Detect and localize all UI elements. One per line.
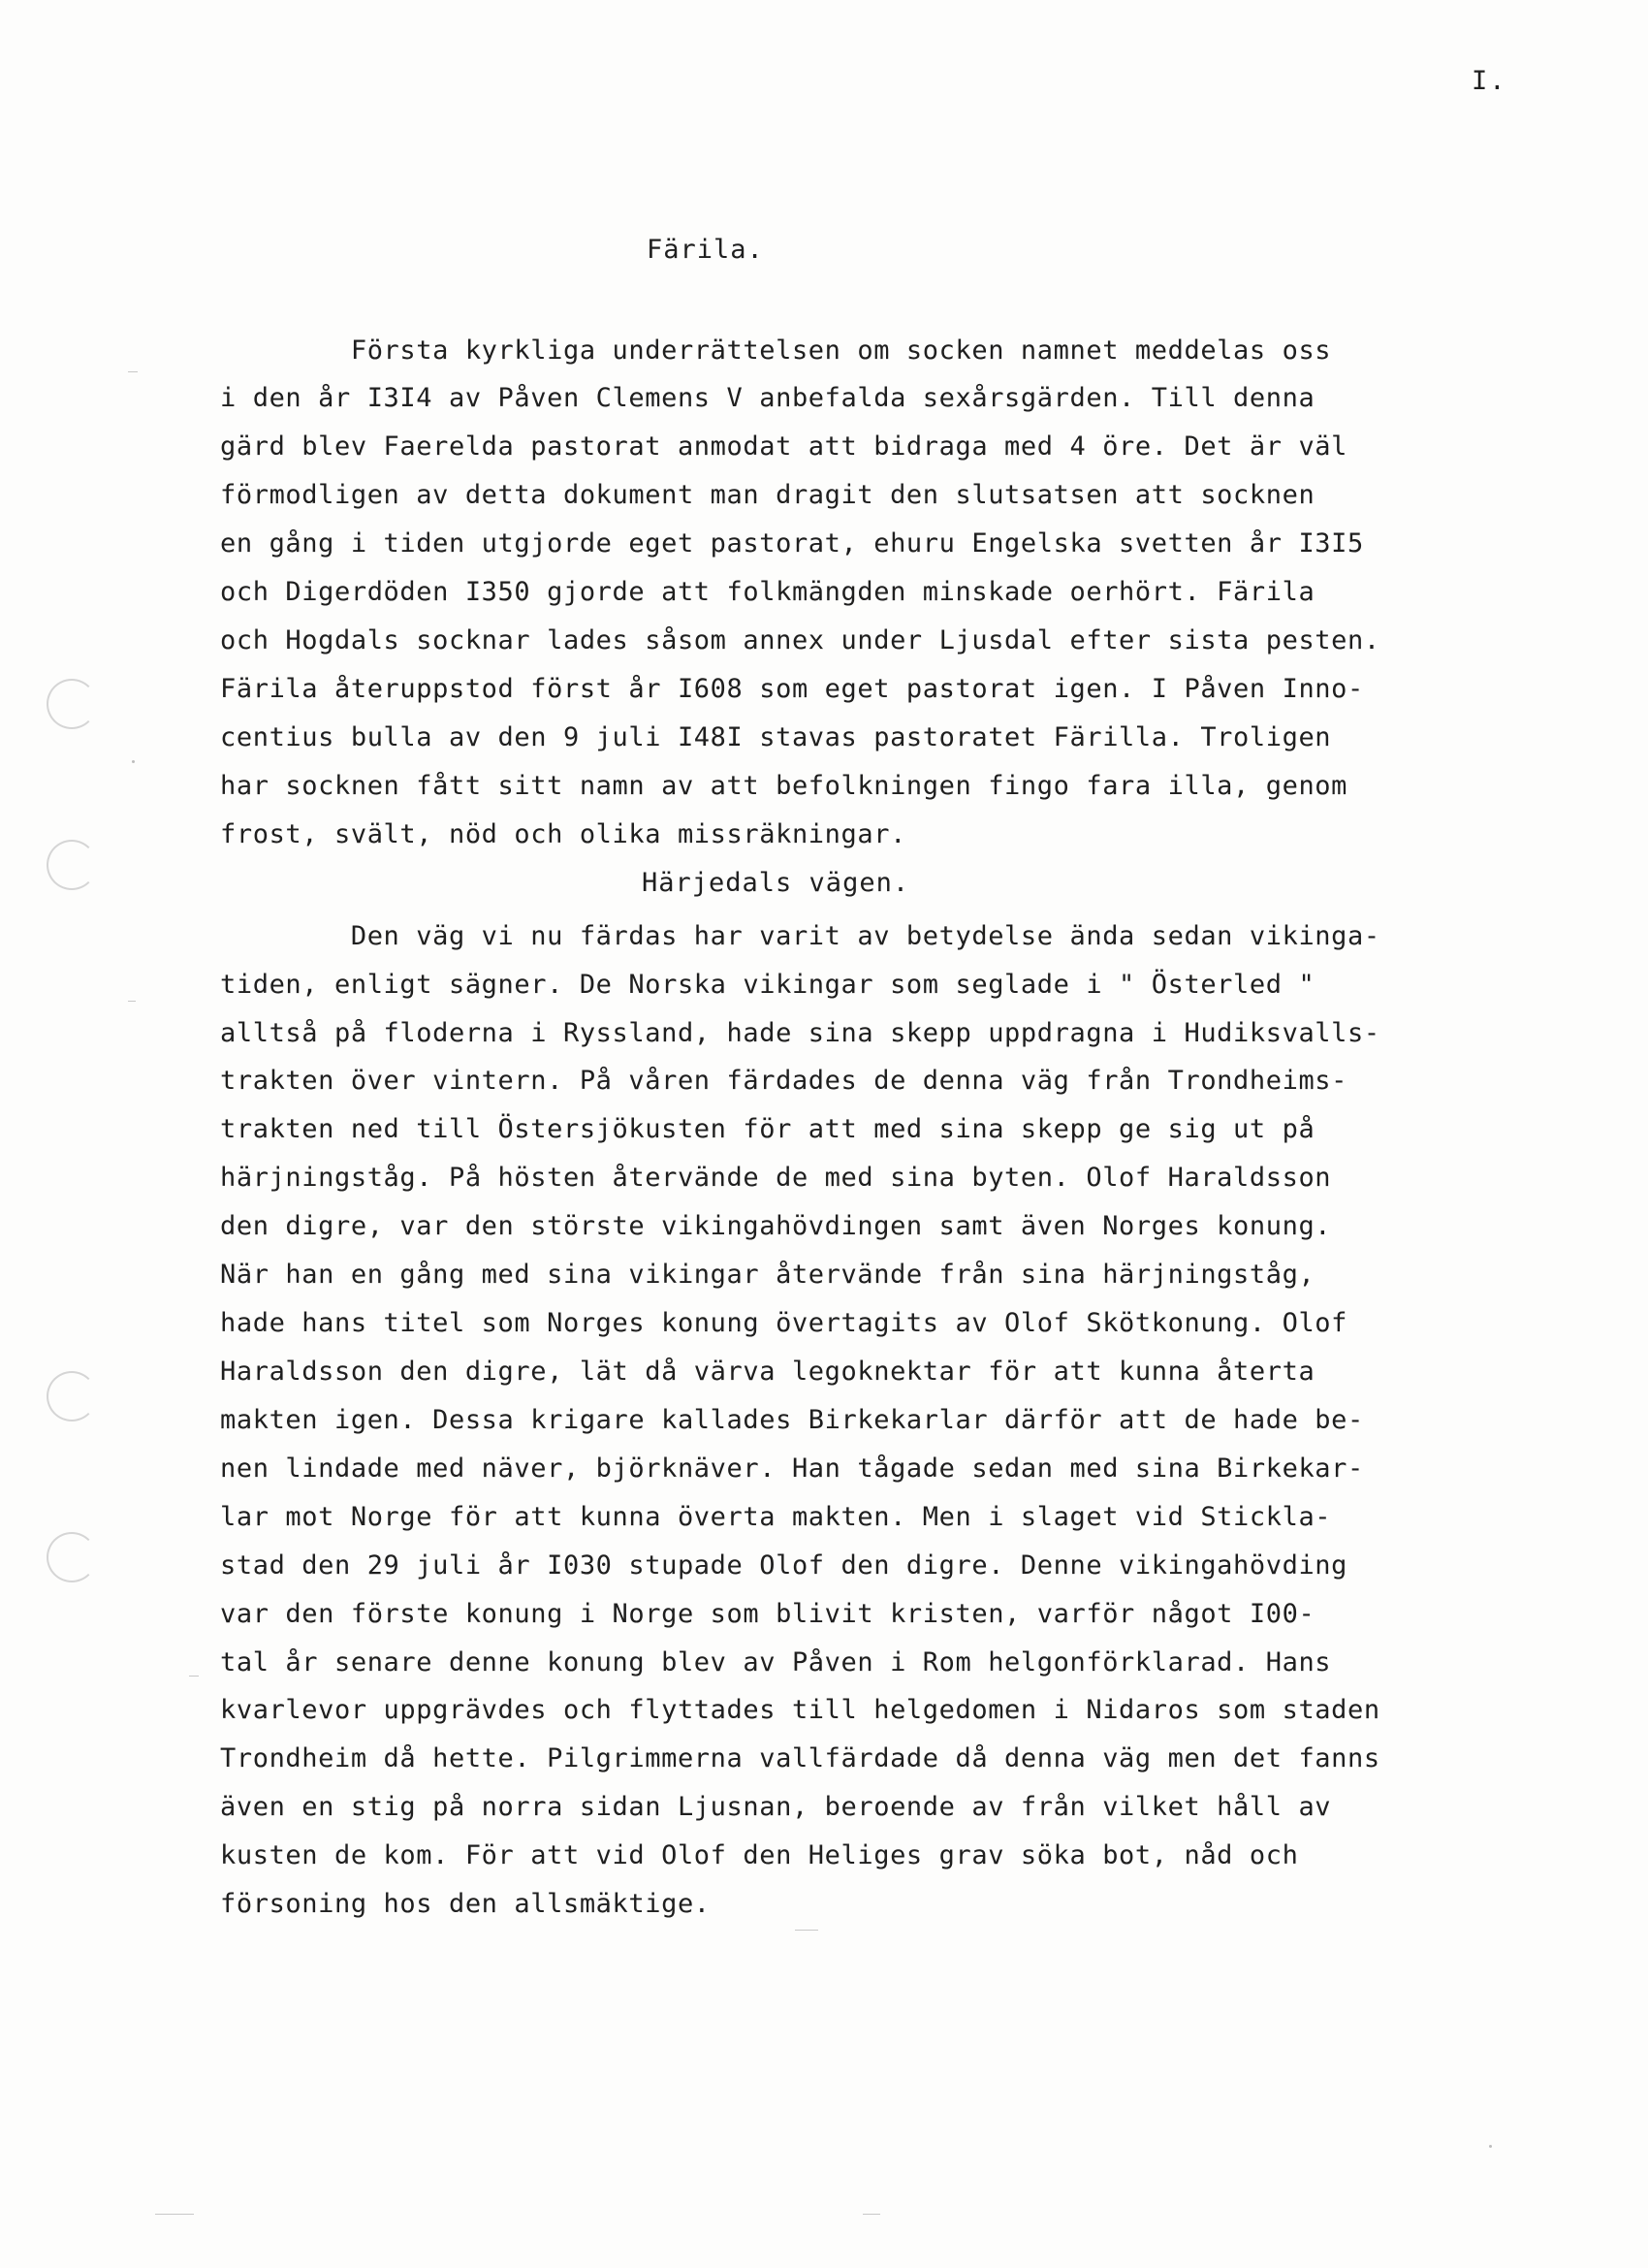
text-line: kvarlevor uppgrävdes och flyttades till helgedomen i Nidaros som staden	[220, 1695, 1380, 1725]
section-title: Härjedals vägen.	[642, 868, 910, 898]
punch-hole	[47, 840, 97, 890]
text-line: makten igen. Dessa krigare kallades Birkekarlar därför att de hade be-	[220, 1405, 1364, 1435]
text-line: frost, svält, nöd och olika missräkningar.	[220, 819, 906, 849]
scan-dot	[132, 760, 135, 763]
text-line: När han en gång med sina vikingar återvände från sina härjningståg,	[220, 1260, 1315, 1290]
text-line: hade hans titel som Norges konung övertagits av Olof Skötkonung. Olof	[220, 1308, 1348, 1338]
scan-mark	[795, 1930, 818, 1931]
text-line: förmodligen av detta dokument man dragit den slutsatsen att socknen	[220, 480, 1315, 510]
page-title: Färila.	[647, 235, 764, 265]
text-line: nen lindade med näver, björknäver. Han tågade sedan med sina Birkekar-	[220, 1453, 1364, 1484]
scan-mark	[155, 2214, 194, 2215]
text-line: trakten ned till Östersjökusten för att med sina skepp ge sig ut på	[220, 1114, 1315, 1144]
scan-mark	[128, 1001, 136, 1002]
text-line: stad den 29 juli år I030 stupade Olof den digre. Denne vikingahövding	[220, 1550, 1348, 1581]
text-line: härjningståg. På hösten återvände de med sina byten. Olof Haraldsson	[220, 1163, 1332, 1193]
scan-mark	[128, 371, 138, 372]
text-line: var den förste konung i Norge som blivit kristen, varför något I00-	[220, 1599, 1315, 1629]
text-line: alltså på floderna i Ryssland, hade sina skepp uppdragna i Hudiksvalls-	[220, 1018, 1380, 1048]
text-line: Haraldsson den digre, lät då värva legoknektar för att kunna återta	[220, 1357, 1315, 1387]
text-line: en gång i tiden utgjorde eget pastorat, ehuru Engelska svetten år I3I5	[220, 528, 1364, 559]
punch-hole	[47, 1371, 97, 1421]
text-line: den digre, var den störste vikingahövdingen samt även Norges konung.	[220, 1211, 1332, 1241]
scan-mark	[863, 2214, 880, 2215]
text-line: försoning hos den allsmäktige.	[220, 1889, 711, 1919]
text-line: tal år senare denne konung blev av Påven i Rom helgonförklarad. Hans	[220, 1647, 1332, 1677]
text-line: Färila återuppstod först år I608 som eget pastorat igen. I Påven Inno-	[220, 674, 1364, 704]
text-line: och Digerdöden I350 gjorde att folkmängden minskade oerhört. Färila	[220, 577, 1315, 607]
text-line: lar mot Norge för att kunna överta makten. Men i slaget vid Stickla-	[220, 1502, 1332, 1532]
text-line: Trondheim då hette. Pilgrimmerna vallfärdade då denna väg men det fanns	[220, 1743, 1380, 1773]
text-line: centius bulla av den 9 juli I48I stavas pastoratet Färilla. Troligen	[220, 722, 1332, 752]
punch-hole	[47, 1532, 97, 1582]
page-number: I.	[1472, 66, 1507, 96]
scan-mark	[189, 1676, 199, 1677]
text-line: tiden, enligt sägner. De Norska vikingar som seglade i " Österled "	[220, 970, 1315, 1000]
text-line: och Hogdals socknar lades såsom annex under Ljusdal efter sista pesten.	[220, 625, 1380, 655]
text-line: Den väg vi nu färdas har varit av betydelse ända sedan vikinga-	[220, 921, 1380, 951]
text-line: gärd blev Faerelda pastorat anmodat att bidraga med 4 öre. Det är väl	[220, 431, 1348, 462]
text-line: även en stig på norra sidan Ljusnan, beroende av från vilket håll av	[220, 1792, 1332, 1822]
text-line: kusten de kom. För att vid Olof den Heliges grav söka bot, nåd och	[220, 1840, 1299, 1870]
text-line: i den år I3I4 av Påven Clemens V anbefalda sexårsgärden. Till denna	[220, 383, 1315, 413]
scan-dot	[1489, 2145, 1492, 2148]
text-line: Första kyrkliga underrättelsen om socken namnet meddelas oss	[220, 335, 1332, 366]
punch-hole	[47, 679, 97, 729]
text-line: har socknen fått sitt namn av att befolkningen fingo fara illa, genom	[220, 771, 1348, 801]
text-line: trakten över vintern. På våren färdades de denna väg från Trondheims-	[220, 1066, 1348, 1096]
